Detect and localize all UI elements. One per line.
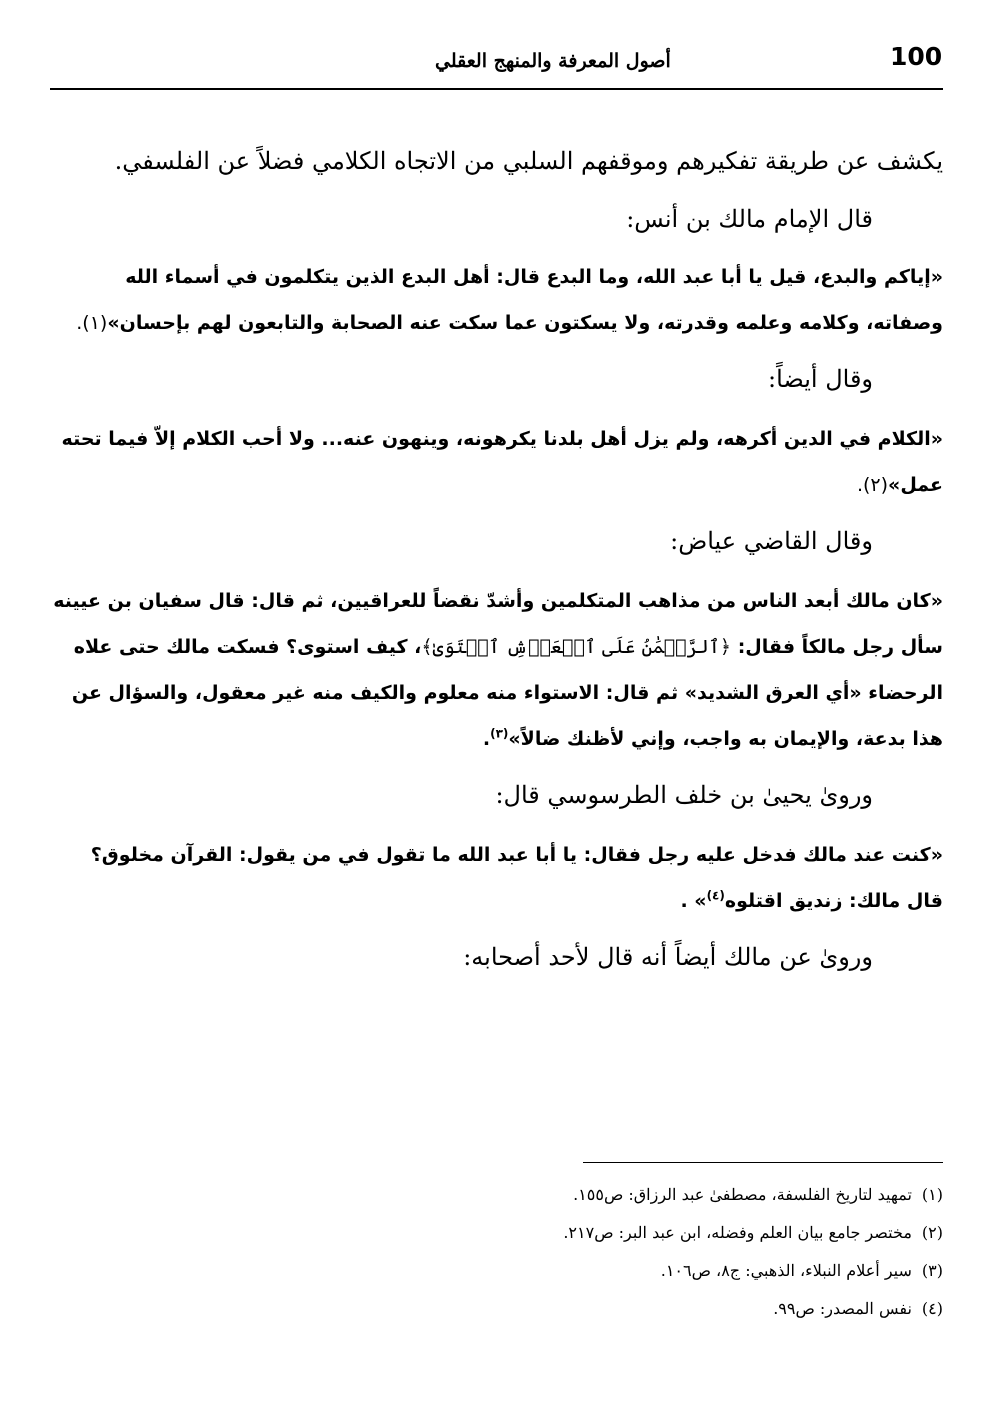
quote-istiwa-end: . <box>482 728 491 750</box>
footnote-divider <box>583 1162 943 1163</box>
footnote-2-num: (٢) <box>921 1223 943 1242</box>
malik-intro: قال الإمام مالك بن أنس: <box>626 205 873 233</box>
footnote-3-text: سير أعلام النبلاء، الذهبي: ج٨، ص١٠٦. <box>660 1261 912 1280</box>
footnote-ref-4: (٤) <box>706 888 725 903</box>
quran-verse: ﴿ٱلرَّحۡمَٰنُ عَلَى ٱلۡعَرۡشِ ٱسۡتَوَىٰ﴾ <box>421 636 732 658</box>
footnote-ref-2: (٢). <box>856 474 889 496</box>
quote-quran-created-text: «كنت عند مالك فدخل عليه رجل فقال: يا أبا عبد الله ما تقول في من يقول: القرآن مخلوق؟ قال مالك: زنديق اقتلوه <box>90 844 943 912</box>
qadi-iyad-intro: وقال القاضي عياض: <box>670 527 873 555</box>
quote-kalam-text: «الكلام في الدين أكرهه، ولم يزل أهل بلدنا يكرهونه، وينهون عنه... ولا أحب الكلام إلاّ فيما تحته عمل» <box>61 428 943 496</box>
footnotes <box>50 1176 943 1328</box>
quote-istiwa <box>50 578 943 762</box>
footnote-ref-1: (١). <box>76 312 108 334</box>
quote-istiwa-part-a: «كان مالك أبعد الناس من مذاهب المتكلمين وأشدّ نقضاً للعراقيين، ثم قال: قال سفيان بن عيينه سأل رجل مالكاً فقال: <box>53 590 943 658</box>
main-text <box>50 132 943 986</box>
quote-quran-created-end: » . <box>680 890 707 912</box>
footnote-3 <box>50 1252 943 1290</box>
footnote-4-text: نفس المصدر: ص٩٩. <box>773 1299 912 1318</box>
footnote-2 <box>50 1214 943 1252</box>
quote-bidaa <box>50 254 943 346</box>
footnote-1 <box>50 1176 943 1214</box>
quote-quran-created <box>50 832 943 924</box>
footnote-1-num: (١) <box>921 1185 943 1204</box>
running-title: أصول المعرفة والمنهج العقلي <box>435 50 671 72</box>
page-number: 100 <box>890 42 943 71</box>
intro-paragraph: يكشف عن طريقة تفكيرهم وموقفهم السلبي من الاتجاه الكلامي فضلاً عن الفلسفي. <box>114 147 943 175</box>
closing-line: وروىٰ عن مالك أيضاً أنه قال لأحد أصحابه: <box>463 943 873 971</box>
also-said: وقال أيضاً: <box>768 365 873 393</box>
footnote-ref-3: (٣) <box>490 726 509 741</box>
quote-istiwa-part-b: ، كيف استوى؟ فسكت مالك حتى علاه الرحضاء «أي العرق الشديد» ثم قال: الاستواء منه معلوم والكيف منه غير معقول، والسؤال عن هذا بدعة، والإيمان به واجب، وإني لأظنك ضالاً» <box>71 636 943 750</box>
footnote-4 <box>50 1290 943 1328</box>
footnote-3-num: (٣) <box>921 1261 943 1280</box>
quote-bidaa-text: «إياكم والبدع، قيل يا أبا عبد الله، وما البدع قال: أهل البدع الذين يتكلمون في أسماء الله وصفاته، وكلامه وعلمه وقدرته، ولا يسكتون عما سكت عنه الصحابة والتابعون لهم بإحسان» <box>107 266 943 334</box>
footnote-2-text: مختصر جامع بيان العلم وفضله، ابن عبد البر: ص٢١٧. <box>563 1223 912 1242</box>
yahya-intro: وروىٰ يحيىٰ بن خلف الطرسوسي قال: <box>495 781 873 809</box>
quote-kalam <box>50 416 943 508</box>
page-header <box>50 28 943 90</box>
footnote-4-num: (٤) <box>921 1299 943 1318</box>
footnote-1-text: تمهيد لتاريخ الفلسفة، مصطفىٰ عبد الرزاق: ص١٥٥. <box>573 1185 912 1204</box>
